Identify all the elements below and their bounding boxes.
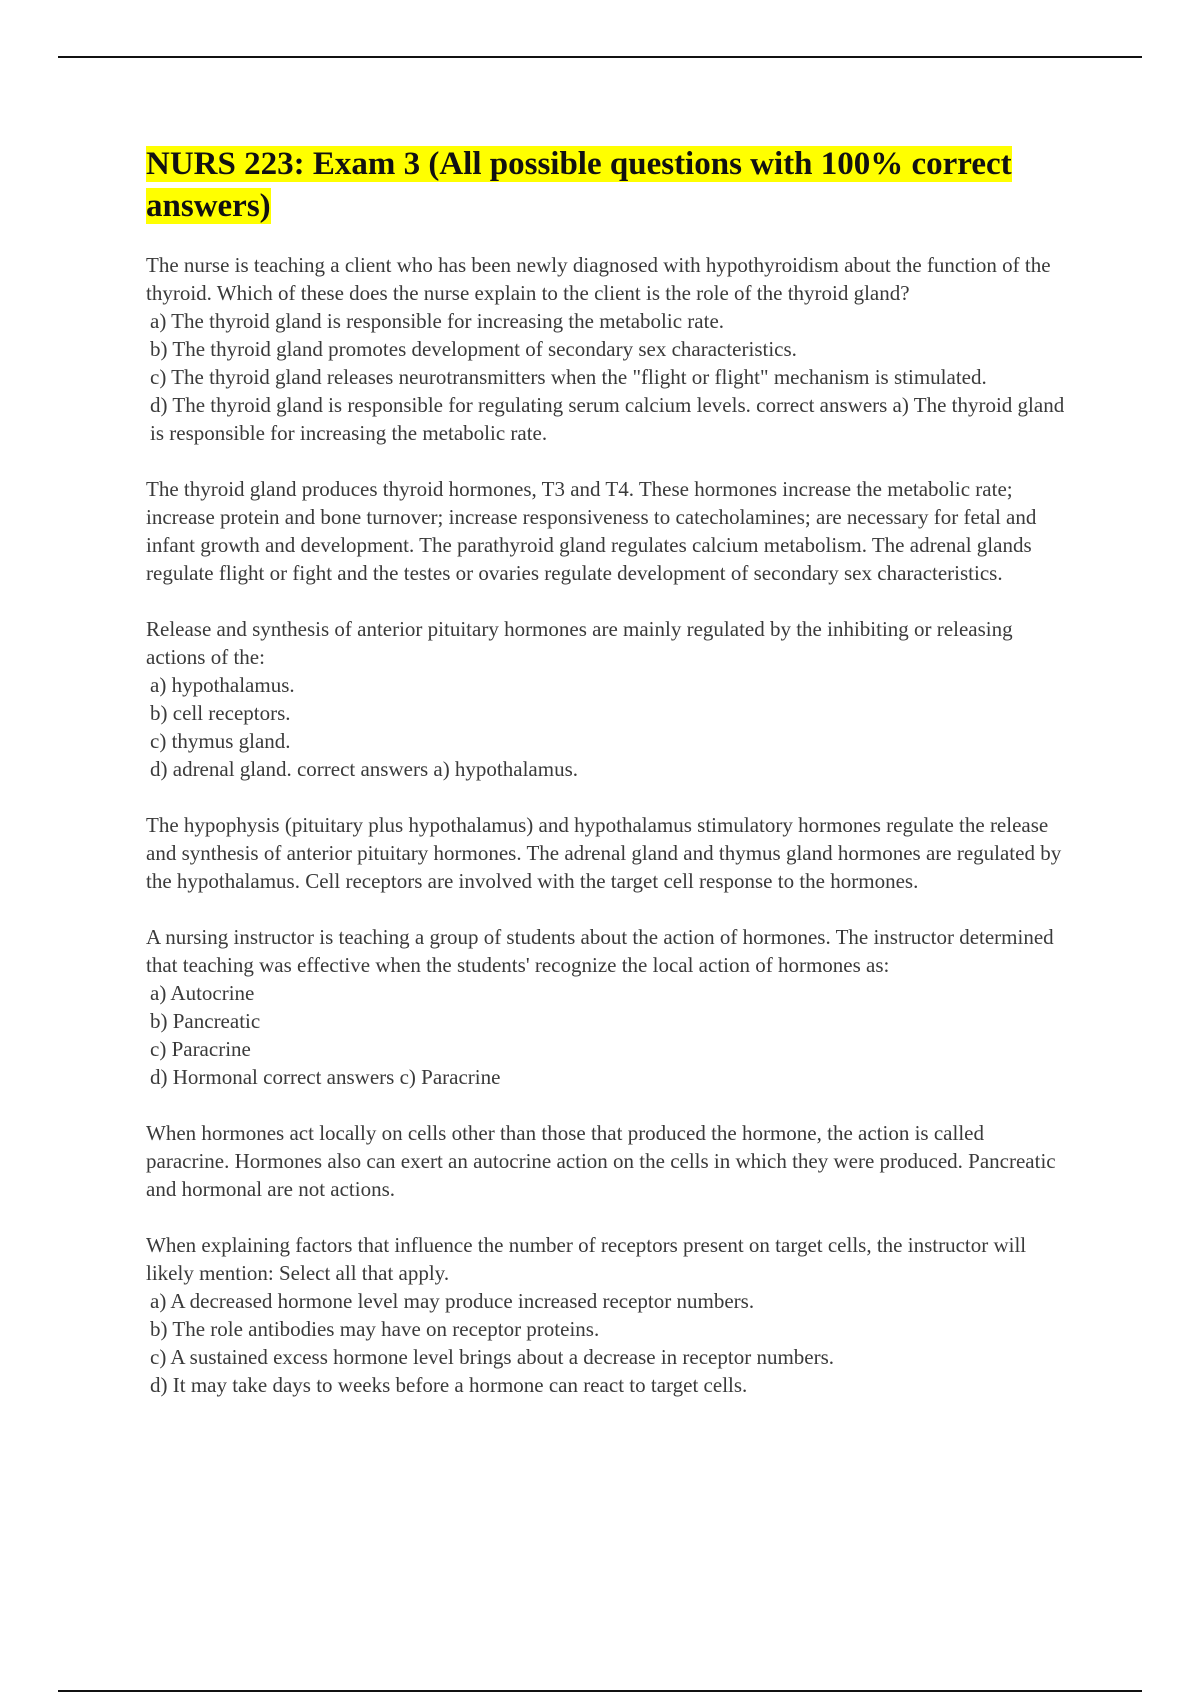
explanation-text: The thyroid gland produces thyroid hormones, T3 and T4. These hormones increase the metabolic rate; increase protein and bone turnover; increase responsiveness to catecholamines; are necessary for fetal and infant growth and development. The parathyroid gland regulates calcium metabolism. The adrenal glands regulate flight or fight and the testes or ovaries regulate development of secondary sex characteristics. <box>146 477 1037 585</box>
option-d-with-answer: d) Hormonal correct answers c) Paracrine <box>150 1065 501 1089</box>
option-b: b) Pancreatic <box>150 1009 261 1033</box>
title-highlight: NURS 223: Exam 3 (All possible questions with 100% correct answers) <box>146 146 1012 224</box>
question-text: A nursing instructor is teaching a group of students about the action of hormones. The instructor determined that teaching was effective when the students' recognize the local action of hormones as: <box>146 925 1054 977</box>
option-b: b) The role antibodies may have on receptor proteins. <box>150 1317 600 1341</box>
option-a: a) hypothalamus. <box>150 673 295 697</box>
document-body <box>146 143 1066 1427</box>
explanation-text: The hypophysis (pituitary plus hypothalamus) and hypothalamus stimulatory hormones regulate the release and synthesis of anterior pituitary hormones. The adrenal gland and thymus gland hormones are regulated by the hypothalamus. Cell receptors are involved with the target cell response to the hormones. <box>146 813 1062 893</box>
option-c: c) thymus gland. <box>150 729 291 753</box>
option-d: d) It may take days to weeks before a hormone can react to target cells. <box>150 1373 748 1397</box>
explanation-text: When hormones act locally on cells other than those that produced the hormone, the action is called paracrine. Hormones also can exert an autocrine action on the cells in which they were produced. Pancreatic and hormonal are not actions. <box>146 1121 1056 1201</box>
option-b: b) cell receptors. <box>150 701 291 725</box>
option-c: c) A sustained excess hormone level brings about a decrease in receptor numbers. <box>150 1345 835 1369</box>
question-text: The nurse is teaching a client who has been newly diagnosed with hypothyroidism about the function of the thyroid. Which of these does the nurse explain to the client is the role of the thyroid gland? <box>146 253 1051 305</box>
option-d-with-answer: d) adrenal gland. correct answers a) hypothalamus. <box>150 757 578 781</box>
bottom-rule <box>58 1690 1142 1692</box>
option-a: a) Autocrine <box>150 981 255 1005</box>
option-a: a) The thyroid gland is responsible for increasing the metabolic rate. <box>150 309 725 333</box>
option-b: b) The thyroid gland promotes development of secondary sex characteristics. <box>150 337 797 361</box>
question-text: When explaining factors that influence the number of receptors present on target cells, the instructor will likely mention: Select all that apply. <box>146 1233 1027 1285</box>
top-rule <box>58 56 1142 58</box>
question-2 <box>146 615 1066 783</box>
explanation-3 <box>146 1119 1066 1203</box>
option-c: c) The thyroid gland releases neurotransmitters when the "flight or flight" mechanism is stimulated. <box>150 365 987 389</box>
document-title <box>146 143 1066 227</box>
question-1 <box>146 251 1066 447</box>
question-3 <box>146 923 1066 1091</box>
question-4 <box>146 1231 1066 1399</box>
explanation-2 <box>146 811 1066 895</box>
explanation-1 <box>146 475 1066 587</box>
option-a: a) A decreased hormone level may produce increased receptor numbers. <box>150 1289 755 1313</box>
option-d-with-answer: d) The thyroid gland is responsible for regulating serum calcium levels. correct answers a) The thyroid gland is responsible for increasing the metabolic rate. <box>150 393 1065 445</box>
option-c: c) Paracrine <box>150 1037 251 1061</box>
question-text: Release and synthesis of anterior pituitary hormones are mainly regulated by the inhibiting or releasing actions of the: <box>146 617 1013 669</box>
